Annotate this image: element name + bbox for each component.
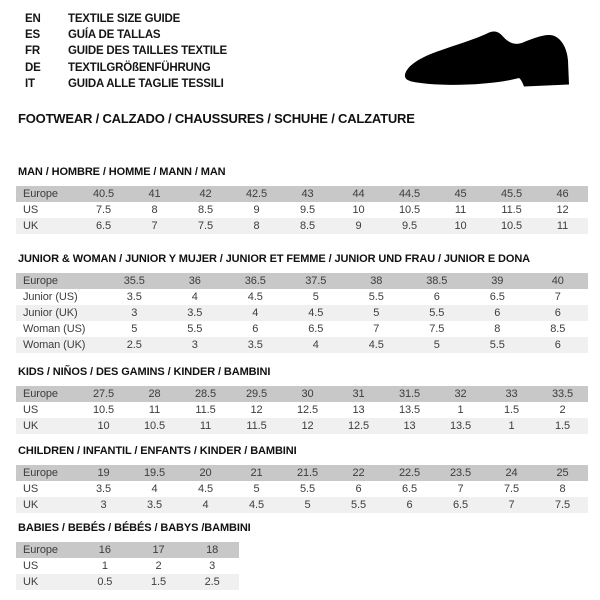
row-label: Woman (UK) xyxy=(23,339,86,351)
size-value-cell: 43 xyxy=(301,188,314,200)
size-value-cell: 22 xyxy=(352,467,365,479)
size-value-cell: 21.5 xyxy=(296,467,318,479)
category-title: FOOTWEAR / CALZADO / CHAUSSURES / SCHUHE / CALZATURE xyxy=(18,111,415,126)
table-row xyxy=(16,202,588,218)
size-value-cell: 38 xyxy=(370,275,383,287)
size-value-cell: 45 xyxy=(454,188,467,200)
size-value-cell: 5 xyxy=(433,339,440,351)
size-value-cell: 8 xyxy=(151,204,158,216)
row-label: US xyxy=(23,483,39,495)
dress-shoe-icon xyxy=(403,30,573,94)
language-row xyxy=(25,27,227,43)
size-value-cell: 5.5 xyxy=(429,307,445,319)
size-value-cell: 7 xyxy=(151,220,158,232)
size-value-cell: 31 xyxy=(352,388,365,400)
size-value-cell: 13.5 xyxy=(449,420,471,432)
size-value-cell: 3 xyxy=(209,560,216,572)
table-row xyxy=(16,418,588,434)
size-table xyxy=(16,386,588,434)
size-value-cell: 7 xyxy=(457,483,464,495)
language-name: TEXTILGRÖßENFÜHRUNG xyxy=(68,61,211,74)
size-value-cell: 9.5 xyxy=(300,204,315,216)
size-value-cell: 7.5 xyxy=(429,323,445,335)
size-value-cell: 2 xyxy=(559,404,566,416)
size-value-cell: 46 xyxy=(556,188,569,200)
size-value-cell: 11.5 xyxy=(501,204,522,216)
size-value-cell: 6.5 xyxy=(453,499,468,511)
size-value-cell: 11 xyxy=(148,404,161,416)
size-value-cell: 12.5 xyxy=(296,404,318,416)
size-value-cell: 3.5 xyxy=(126,291,142,303)
row-label: US xyxy=(23,404,39,416)
size-value-cell: 5.5 xyxy=(351,499,366,511)
table-row xyxy=(16,337,588,353)
table-header-row xyxy=(16,186,588,202)
size-value-cell: 2.5 xyxy=(204,576,220,588)
size-value-cell: 1.5 xyxy=(504,404,519,416)
size-value-cell: 4 xyxy=(252,307,259,319)
language-code: EN xyxy=(25,13,41,26)
table-row xyxy=(16,402,588,418)
size-value-cell: 7 xyxy=(508,499,515,511)
language-list xyxy=(25,11,227,92)
size-value-cell: 18 xyxy=(206,544,219,556)
size-value-cell: 13 xyxy=(403,420,416,432)
table-header-row xyxy=(16,386,588,402)
section-title: BABIES / BEBÉS / BÉBÉS / BABYS /BAMBINI xyxy=(18,522,251,534)
size-value-cell: 7 xyxy=(373,323,380,335)
size-value-cell: 2 xyxy=(155,560,162,572)
size-value-cell: 3 xyxy=(131,307,138,319)
size-value-cell: 4.5 xyxy=(249,499,264,511)
size-value-cell: 25 xyxy=(556,467,569,479)
size-value-cell: 11 xyxy=(556,220,569,232)
size-value-cell: 8.5 xyxy=(198,204,213,216)
row-label: Europe xyxy=(23,188,58,200)
row-label: Europe xyxy=(23,275,58,287)
row-label: UK xyxy=(23,420,39,432)
size-value-cell: 5 xyxy=(312,291,319,303)
size-value-cell: 7.5 xyxy=(198,220,213,232)
size-value-cell: 29.5 xyxy=(245,388,267,400)
size-value-cell: 6.5 xyxy=(96,220,111,232)
size-value-cell: 27.5 xyxy=(92,388,114,400)
size-value-cell: 32 xyxy=(454,388,467,400)
size-value-cell: 4 xyxy=(191,291,198,303)
row-label: US xyxy=(23,204,39,216)
table-row xyxy=(16,481,588,497)
section-title: CHILDREN / INFANTIL / ENFANTS / KINDER / BAMBINI xyxy=(18,445,297,457)
size-section xyxy=(16,166,588,234)
row-label: Europe xyxy=(23,544,58,556)
size-value-cell: 3.5 xyxy=(247,339,263,351)
table-header-row xyxy=(16,273,588,289)
size-value-cell: 16 xyxy=(98,544,111,556)
size-value-cell: 36.5 xyxy=(244,275,266,287)
size-value-cell: 6.5 xyxy=(308,323,324,335)
size-value-cell: 40.5 xyxy=(92,188,114,200)
size-value-cell: 23.5 xyxy=(449,467,471,479)
size-value-cell: 9.5 xyxy=(402,220,417,232)
size-value-cell: 6 xyxy=(252,323,259,335)
size-value-cell: 45.5 xyxy=(500,188,522,200)
row-label: Europe xyxy=(23,388,58,400)
size-value-cell: 6.5 xyxy=(489,291,505,303)
size-value-cell: 1 xyxy=(457,404,464,416)
size-value-cell: 9 xyxy=(355,220,362,232)
size-value-cell: 6 xyxy=(433,291,440,303)
size-value-cell: 42.5 xyxy=(245,188,267,200)
size-value-cell: 24 xyxy=(505,467,518,479)
language-name: TEXTILE SIZE GUIDE xyxy=(68,13,181,26)
size-value-cell: 33.5 xyxy=(551,388,573,400)
size-value-cell: 3.5 xyxy=(187,307,203,319)
size-value-cell: 5.5 xyxy=(489,339,505,351)
size-value-cell: 10.5 xyxy=(500,220,522,232)
language-name: GUÍA DE TALLAS xyxy=(68,29,161,42)
size-value-cell: 6 xyxy=(494,307,501,319)
size-value-cell: 3.5 xyxy=(147,499,162,511)
size-value-cell: 22.5 xyxy=(398,467,420,479)
size-section xyxy=(16,366,588,434)
language-code: ES xyxy=(25,29,40,42)
size-value-cell: 40 xyxy=(551,275,564,287)
language-name: GUIDA ALLE TAGLIE TESSILI xyxy=(68,77,224,90)
size-value-cell: 37.5 xyxy=(305,275,327,287)
size-value-cell: 11.5 xyxy=(195,404,216,416)
size-value-cell: 38.5 xyxy=(426,275,448,287)
size-value-cell: 44 xyxy=(352,188,365,200)
size-value-cell: 3.5 xyxy=(96,483,111,495)
size-value-cell: 4.5 xyxy=(198,483,213,495)
row-label: US xyxy=(23,560,39,572)
size-value-cell: 0.5 xyxy=(97,576,113,588)
size-value-cell: 33 xyxy=(505,388,518,400)
size-value-cell: 1.5 xyxy=(150,576,166,588)
size-value-cell: 3 xyxy=(100,499,107,511)
size-value-cell: 4 xyxy=(312,339,319,351)
size-value-cell: 44.5 xyxy=(398,188,420,200)
size-value-cell: 9 xyxy=(253,204,260,216)
row-label: Europe xyxy=(23,467,58,479)
language-name: GUIDE DES TAILLES TEXTILE xyxy=(68,45,227,58)
table-row xyxy=(16,218,588,234)
size-value-cell: 13.5 xyxy=(398,404,420,416)
table-row xyxy=(16,321,588,337)
size-value-cell: 4 xyxy=(202,499,209,511)
size-value-cell: 5.5 xyxy=(368,291,384,303)
size-value-cell: 36 xyxy=(188,275,201,287)
size-value-cell: 6 xyxy=(554,307,561,319)
table-row xyxy=(16,289,588,305)
size-value-cell: 11 xyxy=(454,204,467,216)
size-value-cell: 4.5 xyxy=(247,291,263,303)
row-label: Junior (US) xyxy=(23,291,78,303)
size-value-cell: 5 xyxy=(253,483,260,495)
size-table xyxy=(16,273,588,353)
size-value-cell: 8.5 xyxy=(550,323,566,335)
size-value-cell: 8 xyxy=(494,323,501,335)
size-value-cell: 1 xyxy=(508,420,515,432)
size-value-cell: 21 xyxy=(250,467,263,479)
size-value-cell: 12 xyxy=(250,404,263,416)
size-value-cell: 35.5 xyxy=(123,275,145,287)
size-value-cell: 4.5 xyxy=(308,307,324,319)
size-value-cell: 7.5 xyxy=(555,499,570,511)
size-value-cell: 11 xyxy=(199,420,212,432)
size-value-cell: 12.5 xyxy=(347,420,369,432)
table-header-row xyxy=(16,542,239,558)
size-value-cell: 19.5 xyxy=(143,467,165,479)
size-value-cell: 10.5 xyxy=(143,420,165,432)
size-value-cell: 10 xyxy=(454,220,467,232)
size-section xyxy=(16,522,588,590)
row-label: Woman (US) xyxy=(23,323,86,335)
size-value-cell: 8 xyxy=(253,220,260,232)
size-value-cell: 12 xyxy=(301,420,314,432)
size-value-cell: 5 xyxy=(131,323,138,335)
size-value-cell: 6 xyxy=(554,339,561,351)
size-value-cell: 10 xyxy=(352,204,365,216)
table-row xyxy=(16,305,588,321)
size-value-cell: 3 xyxy=(191,339,198,351)
size-value-cell: 19 xyxy=(97,467,110,479)
size-value-cell: 5.5 xyxy=(187,323,203,335)
row-label: UK xyxy=(23,576,39,588)
size-value-cell: 8 xyxy=(559,483,566,495)
size-value-cell: 28 xyxy=(148,388,161,400)
table-row xyxy=(16,558,239,574)
size-value-cell: 20 xyxy=(199,467,212,479)
language-code: DE xyxy=(25,61,41,74)
row-label: UK xyxy=(23,220,39,232)
size-value-cell: 5 xyxy=(304,499,311,511)
language-row xyxy=(25,43,227,59)
size-section xyxy=(16,253,588,353)
size-value-cell: 5.5 xyxy=(300,483,315,495)
size-value-cell: 17 xyxy=(152,544,165,556)
size-value-cell: 10.5 xyxy=(92,404,114,416)
size-value-cell: 6.5 xyxy=(402,483,417,495)
size-table xyxy=(16,465,588,513)
size-value-cell: 4 xyxy=(151,483,158,495)
size-value-cell: 7.5 xyxy=(96,204,111,216)
section-title: MAN / HOMBRE / HOMME / MANN / MAN xyxy=(18,166,226,178)
language-row xyxy=(25,60,227,76)
language-row xyxy=(25,11,227,27)
language-code: FR xyxy=(25,45,40,58)
table-row xyxy=(16,574,239,590)
size-value-cell: 11.5 xyxy=(246,420,267,432)
size-table xyxy=(16,186,588,234)
size-value-cell: 10.5 xyxy=(398,204,420,216)
size-value-cell: 42 xyxy=(199,188,212,200)
size-value-cell: 5 xyxy=(373,307,380,319)
size-table xyxy=(16,542,239,590)
size-value-cell: 1 xyxy=(101,560,108,572)
size-value-cell: 12 xyxy=(556,204,569,216)
table-row xyxy=(16,497,588,513)
size-value-cell: 4.5 xyxy=(368,339,384,351)
table-header-row xyxy=(16,465,588,481)
size-section xyxy=(16,445,588,513)
size-value-cell: 13 xyxy=(352,404,365,416)
size-value-cell: 39 xyxy=(491,275,504,287)
row-label: UK xyxy=(23,499,39,511)
language-code: IT xyxy=(25,77,35,90)
size-value-cell: 2.5 xyxy=(126,339,142,351)
size-value-cell: 7 xyxy=(554,291,561,303)
language-row xyxy=(25,76,227,92)
size-value-cell: 6 xyxy=(355,483,362,495)
size-value-cell: 41 xyxy=(148,188,161,200)
size-value-cell: 8.5 xyxy=(300,220,315,232)
size-value-cell: 28.5 xyxy=(194,388,216,400)
size-value-cell: 7.5 xyxy=(504,483,519,495)
size-value-cell: 30 xyxy=(301,388,314,400)
size-value-cell: 6 xyxy=(406,499,413,511)
section-title: KIDS / NIÑOS / DES GAMINS / KINDER / BAMBINI xyxy=(18,366,271,378)
size-value-cell: 31.5 xyxy=(398,388,420,400)
row-label: Junior (UK) xyxy=(23,307,78,319)
size-value-cell: 10 xyxy=(97,420,110,432)
size-value-cell: 1.5 xyxy=(555,420,570,432)
section-title: JUNIOR & WOMAN / JUNIOR Y MUJER / JUNIOR ET FEMME / JUNIOR UND FRAU / JUNIOR E DONA xyxy=(18,253,531,265)
